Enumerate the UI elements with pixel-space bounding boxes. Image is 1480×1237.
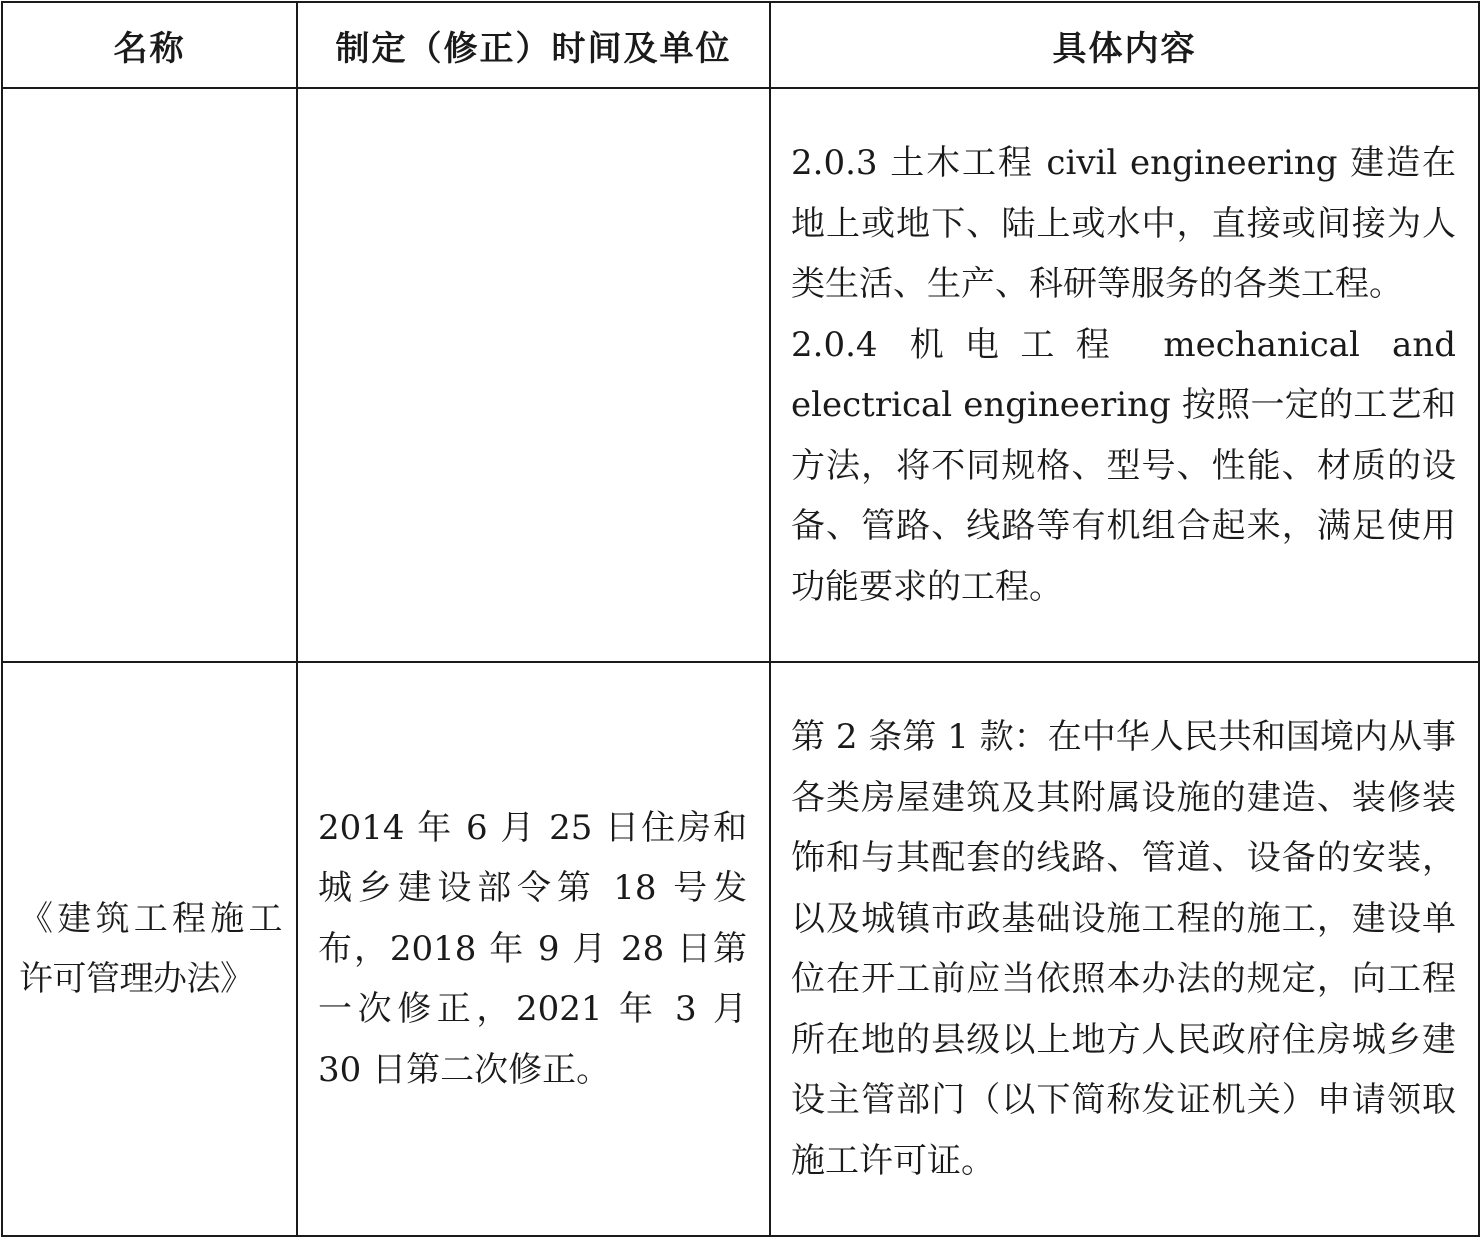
table-row xyxy=(2,88,1479,662)
table-row xyxy=(2,662,1479,1236)
header-content: 具体内容 xyxy=(770,2,1479,88)
content-paragraph: 第 2 条第 1 款：在中华人民共和国境内从事各类房屋建筑及其附属设施的建造、装修装饰和与其配套的线路、管道、设备的安装，以及城镇市政基础设施工程的施工，建设单位在开工前应当依照本办法的规定，向工程所在地的县级以上地方人民政府住房城乡建设主管部门（以下简称发证机关）申请领取施工许可证。 xyxy=(791,717,1456,1181)
content-cell xyxy=(770,88,1479,662)
content-text xyxy=(771,707,1478,1191)
name-cell xyxy=(2,88,297,662)
content-text xyxy=(771,133,1478,617)
regulations-table xyxy=(1,1,1480,1237)
content-paragraph: 2.0.4 机电工程 mechanical and electrical engineering 按照一定的工艺和方法，将不同规格、型号、性能、材质的设备、管路、线路等有机组合起来，满足使用功能要求的工程。 xyxy=(791,324,1456,607)
header-row xyxy=(2,2,1479,88)
content-cell xyxy=(770,662,1479,1236)
content-paragraph: 2.0.3 土木工程 civil engineering 建造在地上或地下、陆上或水中，直接或间接为人类生活、生产、科研等服务的各类工程。 xyxy=(791,143,1456,304)
name-text: 《建筑工程施工许可管理办法》 xyxy=(19,898,282,999)
header-time-unit: 制定（修正）时间及单位 xyxy=(297,2,770,88)
time-unit-text: 2014 年 6 月 25 日住房和城乡建设部令第 18 号发布，2018 年 9 月 28 日第一次修正，2021 年 3 月 30 日第二次修正。 xyxy=(318,807,747,1090)
header-name: 名称 xyxy=(2,2,297,88)
name-cell xyxy=(2,662,297,1236)
time-unit-cell xyxy=(297,662,770,1236)
time-unit-cell xyxy=(297,88,770,662)
